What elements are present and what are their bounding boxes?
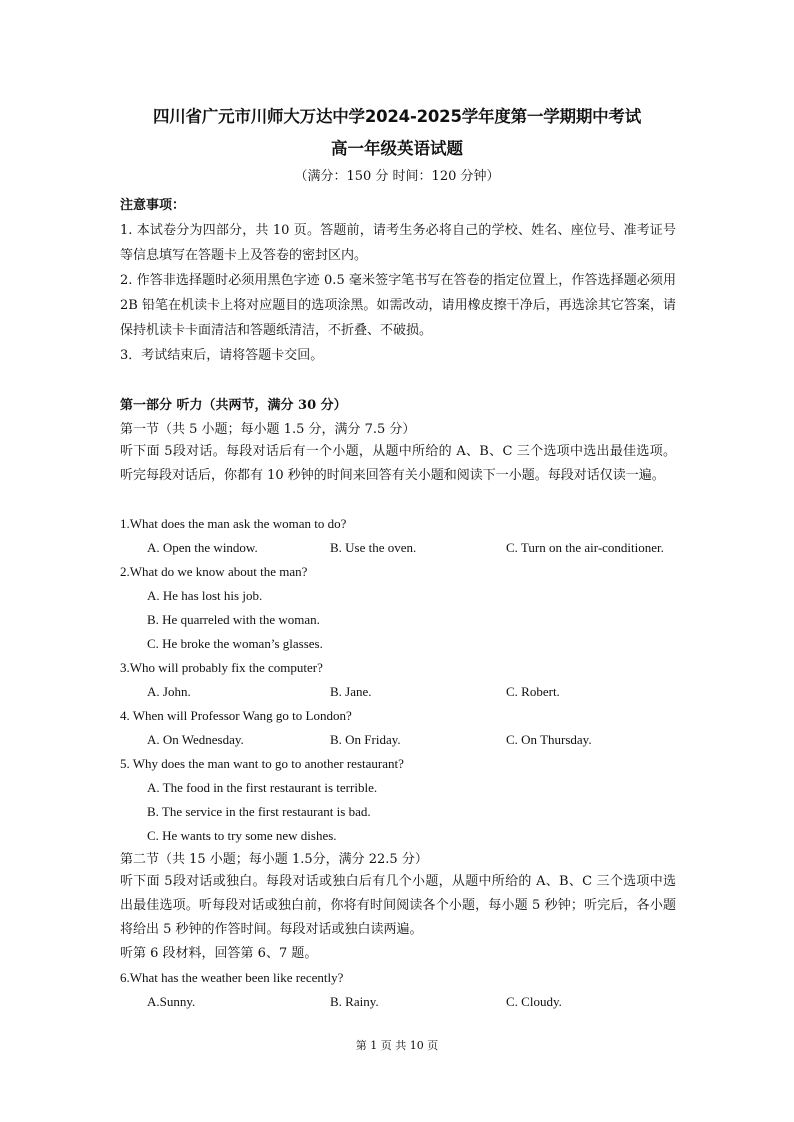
question-2-stem: 2.What do we know about the man? — [120, 564, 308, 579]
page-footer: 第 1 页 共 10 页 — [355, 1039, 439, 1052]
question-3-option-c: C. Robert. — [506, 684, 560, 699]
question-2-option-a: A. He has lost his job. — [147, 588, 263, 603]
question-1-option-a: A. Open the window. — [147, 540, 258, 555]
notes-item-1: 1. 本试卷分为四部分，共 10 页。答题前，请考生务必将自己的学校、姓名、座位号、准考证号等信息填写在答题卡上及答卷的密封区内。 — [120, 223, 676, 263]
question-6-option-b: B. Rainy. — [330, 994, 379, 1009]
section1-heading: 第一节（共 5 小题；每小题 1.5 分，满分 7.5 分） — [120, 422, 416, 437]
question-3-option-b: B. Jane. — [330, 684, 372, 699]
question-5-option-a: A. The food in the first restaurant is terrible. — [147, 780, 378, 795]
question-4-option-a: A. On Wednesday. — [147, 732, 244, 747]
exam-title: 四川省广元市川师大万达中学2024-2025学年度第一学期期中考试 — [152, 107, 642, 126]
question-6-option-c: C. Cloudy. — [506, 994, 562, 1009]
exam-meta: （满分：150 分 时间：120 分钟） — [294, 169, 500, 184]
question-3-stem: 3.Who will probably fix the computer? — [120, 660, 323, 675]
question-2-option-c: C. He broke the woman’s glasses. — [147, 636, 323, 651]
question-5-stem: 5. Why does the man want to go to another restaurant? — [120, 756, 404, 771]
question-4-stem: 4. When will Professor Wang go to London? — [120, 708, 352, 723]
section2-heading: 第二节（共 15 小题；每小题 1.5分，满分 22.5 分） — [120, 852, 428, 867]
question-2-option-b: B. He quarreled with the woman. — [147, 612, 320, 627]
question-5-option-c: C. He wants to try some new dishes. — [147, 828, 337, 843]
material-6-instructions: 听第 6 段材料，回答第 6、7 题。 — [120, 946, 318, 961]
question-4-option-b: B. On Friday. — [330, 732, 401, 747]
question-6-option-a: A.Sunny. — [147, 994, 196, 1009]
question-4-option-c: C. On Thursday. — [506, 732, 592, 747]
question-6-stem: 6.What has the weather been like recently? — [120, 970, 344, 985]
question-5-option-b: B. The service in the first restaurant is bad. — [147, 804, 371, 819]
exam-subtitle: 高一年级英语试题 — [331, 139, 463, 158]
section2-instructions: 听下面 5段对话或独白。每段对话或独白后有几个小题，从题中所给的 A、B、C 三个选项中选出最佳选项。听每段对话或独白前，你将有时间阅读各个小题，每小题 5 秒钟；听完后，各小题将给出 5 秒钟的作答时间。每段对话或独白读两遍。 — [120, 874, 676, 937]
question-3-option-a: A. John. — [147, 684, 191, 699]
notes-heading: 注意事项： — [120, 198, 186, 213]
notes-item-2: 2. 作答非选择题时必须用黑色字迹 0.5 毫米签字笔书写在答卷的指定位置上，作答选择题必须用 2B 铅笔在机读卡上将对应题目的选项涂黑。如需改动，请用橡皮擦干净后，再选涂其它答案，请保持机读卡卡面清洁和答题纸清洁，不折叠、不破损。 — [120, 273, 676, 338]
question-1-option-b: B. Use the oven. — [330, 540, 417, 555]
question-1-stem: 1.What does the man ask the woman to do? — [120, 516, 347, 531]
question-1-option-c: C. Turn on the air-conditioner. — [506, 540, 664, 555]
section1-instructions: 听下面 5段对话。每段对话后有一个小题，从题中所给的 A、B、C 三个选项中选出最佳选项。听完每段对话后，你都有 10 秒钟的时间来回答有关小题和阅读下一小题。每段对话仅读一遍。 — [120, 444, 676, 483]
part1-heading: 第一部分 听力（共两节，满分 30 分） — [120, 398, 347, 413]
notes-item-3: 3．考试结束后，请将答题卡交回。 — [120, 348, 324, 363]
